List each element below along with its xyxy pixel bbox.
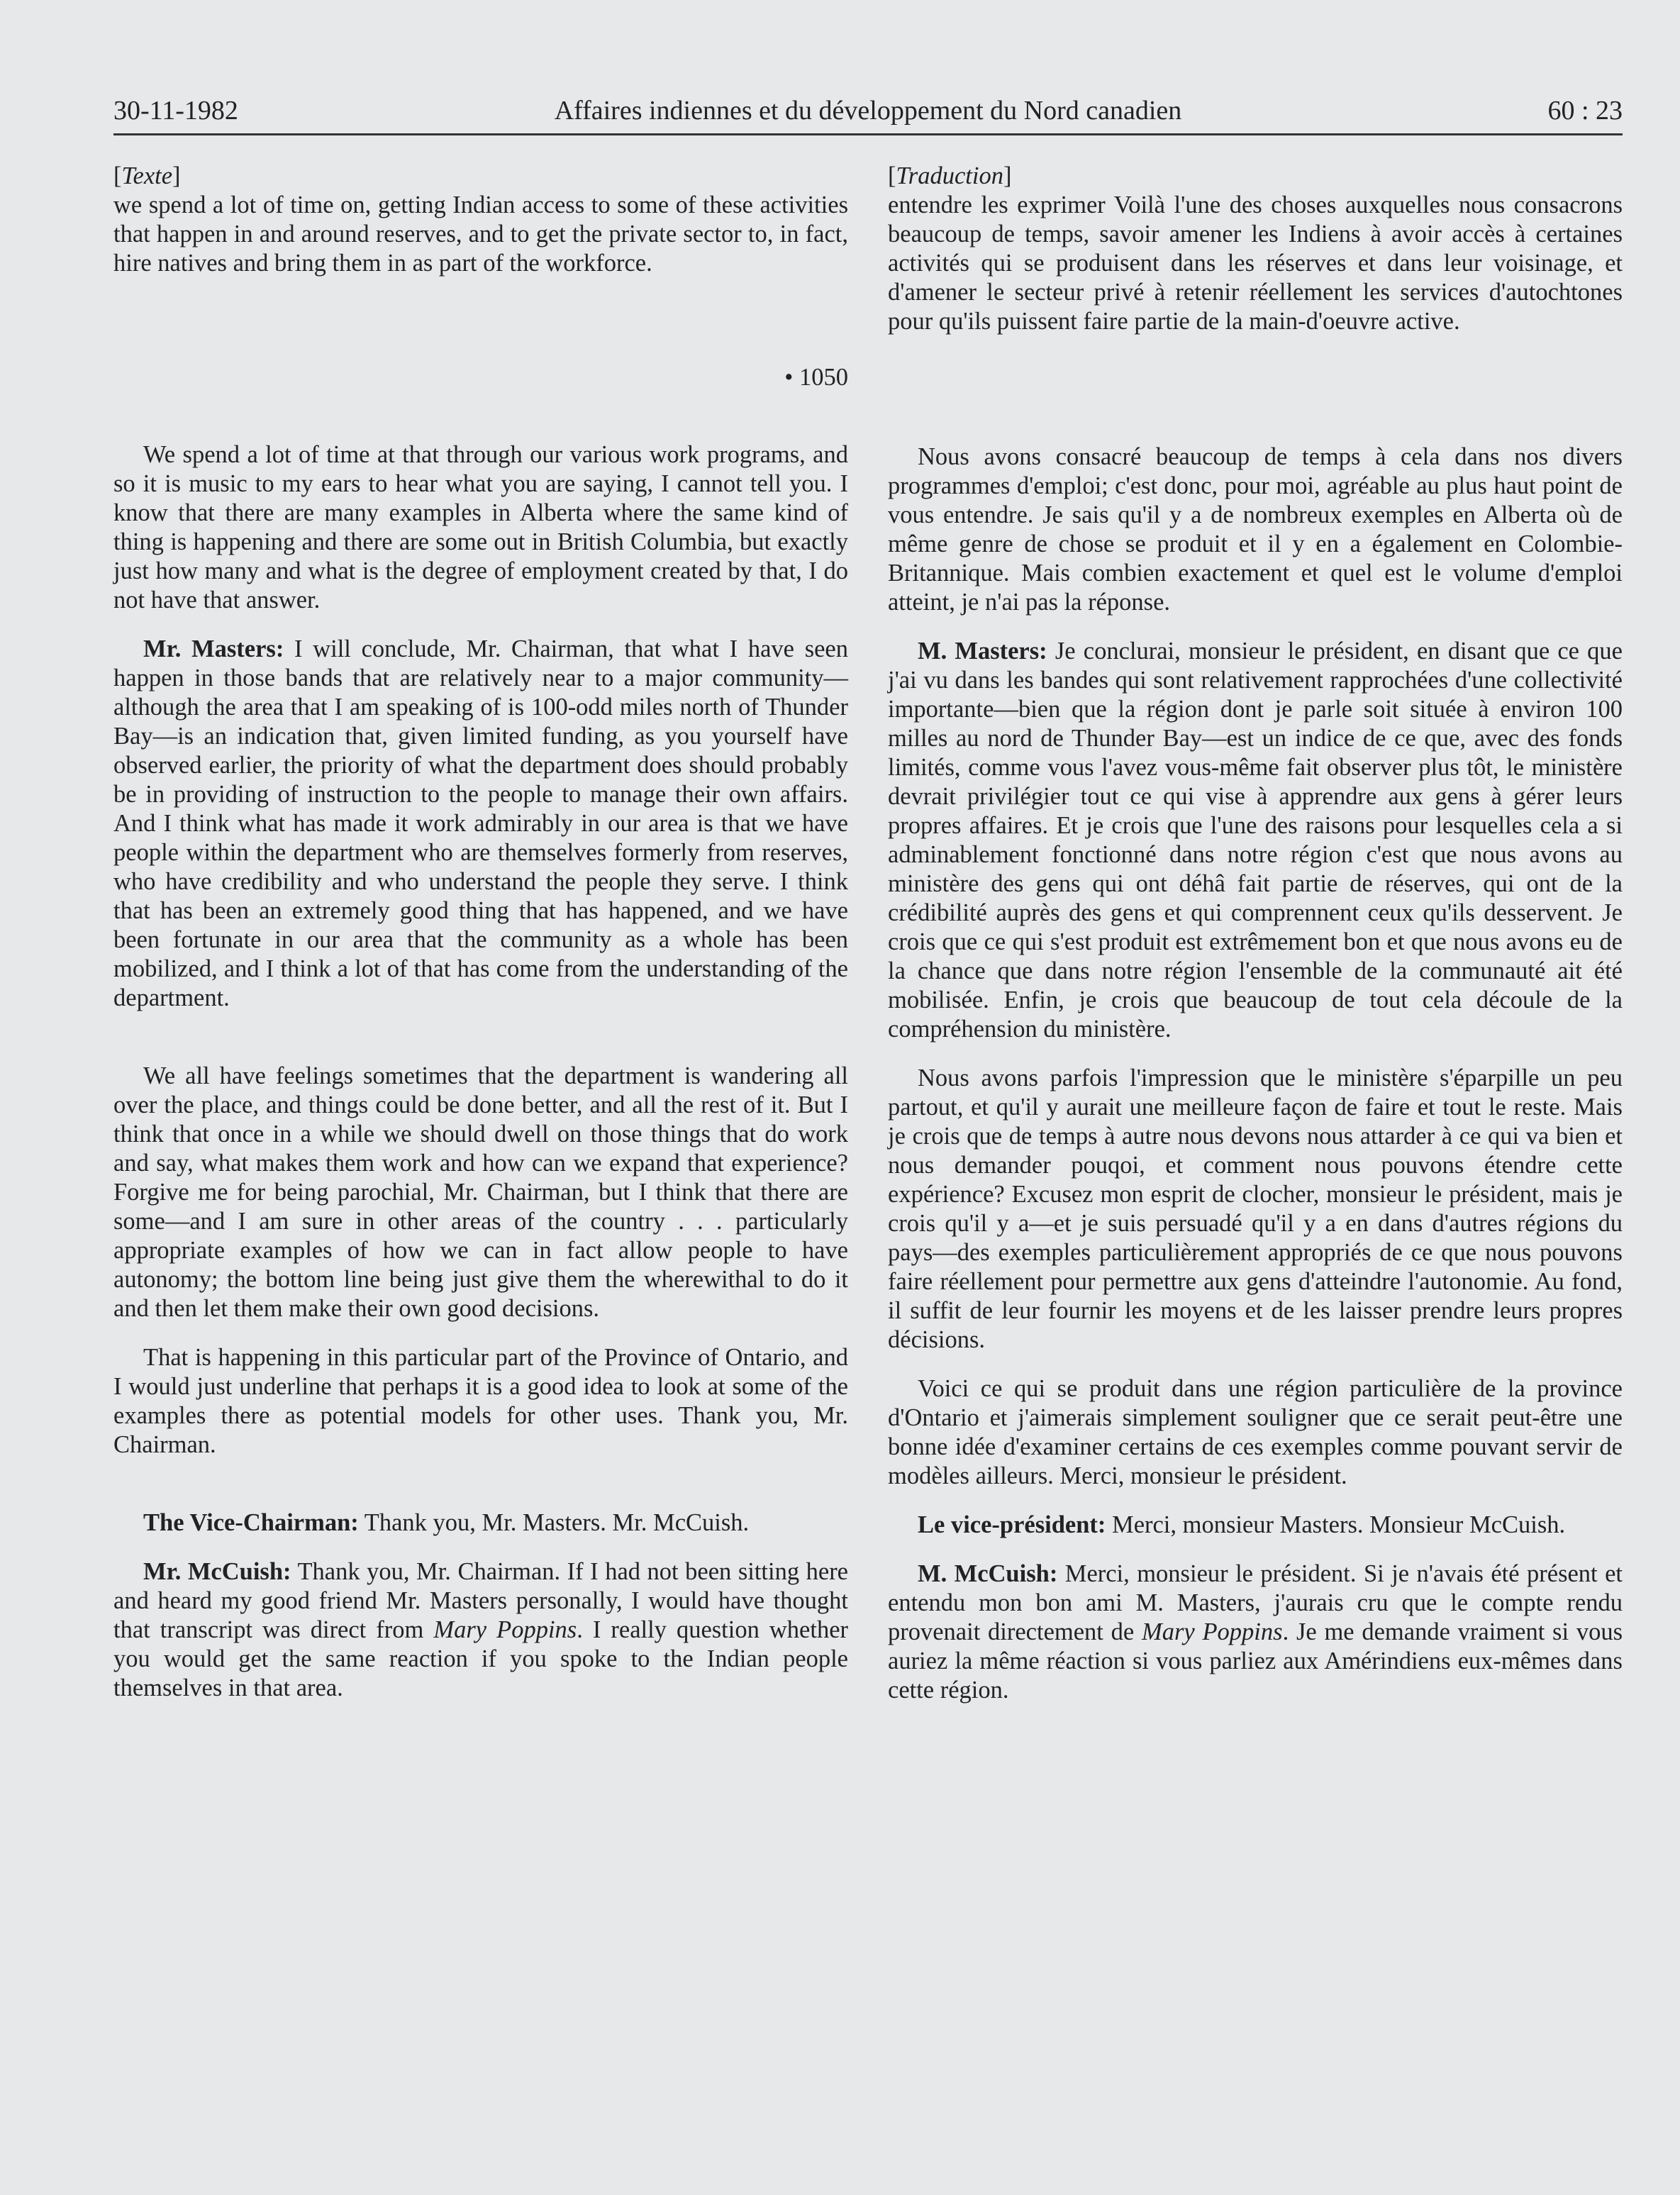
italic-title: Mary Poppins	[1141, 1618, 1283, 1645]
speaker-name: The Vice-Chairman:	[143, 1509, 359, 1536]
paragraph: That is happening in this particular part of the Province of Ontario, and I would just underline that perhaps it is a good idea to look at some of the examples there as potential models for other uses. Thank you, Mr. Chairman.	[113, 1344, 848, 1458]
paragraph: Mr. McCuish: Thank you, Mr. Chairman. If I had not been sitting here and heard my good friend Mr. Masters personally, I would have thought that transcript was direct from Mary Poppins. I really question whether you would get the same reaction if you spoke to the Indian people themselves in that area.	[113, 1558, 848, 1701]
header-date: 30-11-1982	[113, 96, 238, 126]
time-marker: • 1050	[784, 364, 848, 391]
italic-title: Mary Poppins	[433, 1616, 577, 1643]
speaker-name: M. McCuish:	[918, 1560, 1058, 1587]
paragraph: Mr. Masters: I will conclude, Mr. Chairman, that what I have seen happen in those bands that are relatively near to a major community—although the area that I am speaking of is 100-odd miles north of Thunder Bay—is an indication that, given limited funding, as you yourself have observed earlier, the priority of what the department does should probably be in providing of instruction to the people to manage their own affairs. And I think what has made it work admirably in our area is that we have people within the department who are themselves formerly from reserves, who have credibility and who understand the people they serve. I think that has been an extremely good thing that has happened, and we have been fortunate in our area that the community as a whole has been mobilized, and I think a lot of that has come from the understanding of the department.	[113, 635, 848, 1011]
paragraph: Nous avons parfois l'impression que le ministère s'éparpille un peu partout, et qu'il y aurait une meilleure façon de faire et tout le reste. Mais je crois que de temps à autre nous devons nous attarder à ce qui va bien et nous demander pouqoi, et comment nous pouvons étendre cette expérience? Excusez mon esprit de clocher, monsieur le président, mais je crois qu'il y a—et je suis persuadé qu'il y a en dans d'autres régions du pays—des exemples particulièrement appropriés de ce que nous pouvons faire réellement pour permettre aux gens d'atteindre l'autonomie. Au fond, il suffit de leur fournir les moyens et de les laisser prendre leurs propres décisions.	[888, 1065, 1623, 1353]
paragraph: Le vice-président: Merci, monsieur Masters. Monsieur McCuish.	[918, 1511, 1566, 1538]
english-column	[113, 162, 848, 1703]
speaker-name: Le vice-président:	[918, 1511, 1106, 1538]
paragraph: The Vice-Chairman: Thank you, Mr. Masters. Mr. McCuish.	[143, 1509, 750, 1536]
column-label-texte: [Texte]	[113, 162, 181, 189]
header-page-number: 60 : 23	[1547, 96, 1623, 126]
paragraph: M. McCuish: Merci, monsieur le président. Si je n'avais été présent et entendu mon bon ami M. Masters, j'aurais cru que le compte rendu provenait directement de Mary Poppins. Je me demande vraiment si vous auriez la même réaction si vous parliez aux Amérindiens eux-mêmes dans cette région.	[888, 1560, 1623, 1704]
speaker-name: Mr. Masters:	[143, 635, 284, 662]
column-label-traduction: [Traduction]	[888, 162, 1012, 189]
paragraph: entendre les exprimer Voilà l'une des choses auxquelles nous consacrons beaucoup de temps, savoir amener les Indiens à avoir accès à certaines activités qui se produisent dans les réserves et dans leur voisinage, et d'amener le secteur privé à retenir réellement les services d'autochtones pour qu'ils puissent faire partie de la main-d'oeuvre active.	[888, 191, 1623, 335]
paragraph: M. Masters: Je conclurai, monsieur le président, en disant que ce que j'ai vu dans les bandes qui sont relativement rapprochées d'une collectivité importante—bien que la région dont je parle soit située à environ 100 milles au nord de Thunder Bay—est un indice de ce que, avec des fonds limités, comme vous l'avez vous-même fait observer plus tôt, le ministère devrait privilégier tout ce qui vise à apprendre aux gens à gérer leurs propres affaires. Et je crois que l'une des raisons pour lesquelles cela a si adminablement fonctionné dans notre région c'est que nous avons au ministère des gens qui ont déhâ fait partie de réserves, qui ont de la crédibilité auprès des gens et qui comprennent ceux qu'ils desservent. Je crois que ce qui s'est produit est extrêmement bon et que nous avons eu de la chance que dans notre région l'ensemble de la communauté ait été mobilisée. Enfin, je crois que beaucoup de tout cela découle de la compréhension du ministère.	[888, 638, 1623, 1043]
french-column	[888, 162, 1623, 1705]
paragraph: We all have feelings sometimes that the department is wandering all over the place, and things could be done better, and all the rest of it. But I think that once in a while we should dwell on those things that do work and say, what makes them work and how can we expand that experience? Forgive me for being parochial, Mr. Chairman, but I think that there are some—and I am sure in other areas of the country . . . particularly appropriate examples of how we can in fact allow people to have autonomy; the bottom line being just give them the wherewithal to do it and then let them make their own good decisions.	[113, 1062, 848, 1322]
page-header	[113, 91, 1623, 130]
paragraph: We spend a lot of time at that through our various work programs, and so it is music to my ears to hear what you are saying, I cannot tell you. I know that there are many examples in Alberta where the same kind of thing is happening and there are some out in British Columbia, but exactly just how many and what is the degree of employment created by that, I do not have that answer.	[113, 441, 848, 613]
paragraph: Voici ce qui se produit dans une région particulière de la province d'Ontario et j'aimerais simplement souligner que ce serait peut-être une bonne idée d'examiner certains de ces exemples comme pouvant servir de modèles ailleurs. Merci, monsieur le président.	[888, 1375, 1623, 1489]
paragraph: Nous avons consacré beaucoup de temps à cela dans nos divers programmes d'emploi; c'est donc, pour moi, agréable au plus haut point de vous entendre. Je sais qu'il y a de nombreux exemples en Alberta où de même genre de chose se produit et il y en a également en Colombie-Britannique. Mais combien exactement et quel est le volume d'emploi atteint, je n'ai pas la réponse.	[888, 443, 1623, 616]
speaker-name: Mr. McCuish:	[143, 1558, 291, 1585]
speaker-name: M. Masters:	[918, 638, 1047, 665]
header-rule	[113, 133, 1623, 135]
paragraph: we spend a lot of time on, getting Indian access to some of these activities that happen in and around reserves, and to get the private sector to, in fact, hire natives and bring them in as part of the workforce.	[113, 191, 848, 277]
header-title: Affaires indiennes et du développement du Nord canadien	[554, 96, 1182, 126]
